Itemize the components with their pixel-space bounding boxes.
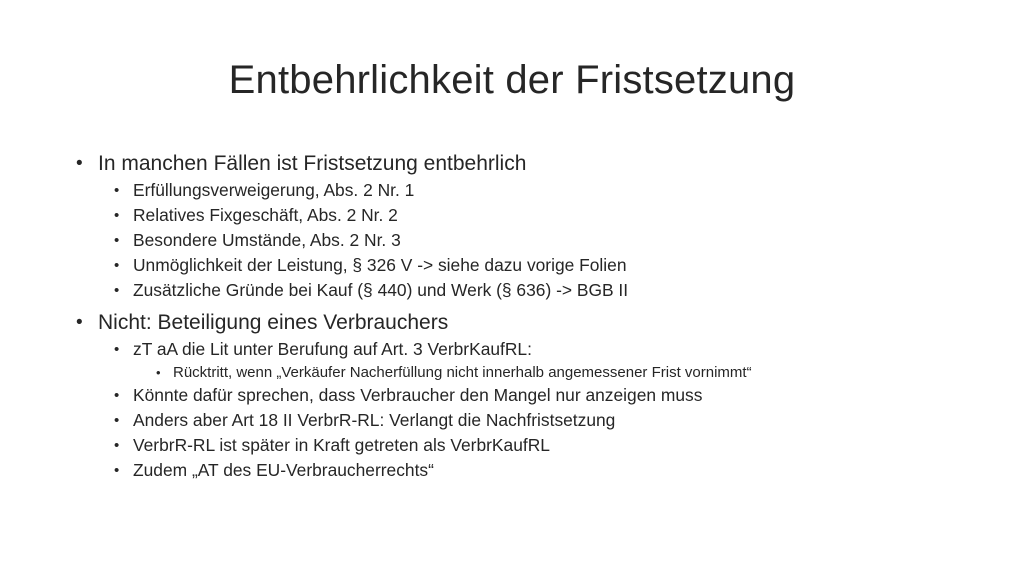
bullet-level2 [114, 337, 976, 362]
bullet-level2 [114, 178, 976, 203]
bullet-text: Zudem „AT des EU-Verbraucherrechts“ [133, 460, 434, 480]
bullet-level3 [156, 362, 976, 383]
slide-title: Entbehrlichkeit der Fristsetzung [228, 58, 796, 102]
bullet-text: VerbrR-RL ist später in Kraft getreten als VerbrKaufRL [133, 435, 550, 455]
bullet-level2 [114, 203, 976, 228]
bullet-text: Erfüllungsverweigerung, Abs. 2 Nr. 1 [133, 180, 415, 200]
bullet-icon: • [114, 462, 120, 479]
bullet-icon: • [114, 437, 120, 454]
bullet-text: Rücktritt, wenn „Verkäufer Nacherfüllung nicht innerhalb angemessener Frist vornimmt“ [173, 364, 752, 381]
bullet-level1 [76, 150, 976, 178]
bullet-icon: • [114, 387, 120, 404]
bullet-text: Relatives Fixgeschäft, Abs. 2 Nr. 2 [133, 205, 398, 225]
bullet-level2 [114, 408, 976, 433]
bullet-text: In manchen Fällen ist Fristsetzung entbehrlich [98, 152, 527, 175]
bullet-text: zT aA die Lit unter Berufung auf Art. 3 VerbrKaufRL: [133, 339, 532, 359]
bullet-text: Besondere Umstände, Abs. 2 Nr. 3 [133, 230, 401, 250]
bullet-icon: • [114, 412, 120, 429]
bullet-text: Zusätzliche Gründe bei Kauf (§ 440) und Werk (§ 636) -> BGB II [133, 280, 629, 300]
bullet-icon: • [114, 257, 120, 274]
bullet-level2 [114, 383, 976, 408]
bullet-icon: • [114, 207, 120, 224]
bullet-level2 [114, 458, 976, 483]
bullet-text: Nicht: Beteiligung eines Verbrauchers [98, 311, 449, 334]
bullet-icon: • [156, 365, 161, 380]
bullet-icon: • [76, 312, 83, 333]
bullet-list [76, 150, 976, 483]
bullet-icon: • [76, 153, 83, 174]
bullet-level2 [114, 278, 976, 303]
bullet-level2 [114, 228, 976, 253]
bullet-text: Anders aber Art 18 II VerbrR-RL: Verlangt die Nachfristsetzung [133, 410, 616, 430]
bullet-text: Unmöglichkeit der Leistung, § 326 V -> siehe dazu vorige Folien [133, 255, 627, 275]
bullet-level2 [114, 433, 976, 458]
bullet-icon: • [114, 182, 120, 199]
bullet-icon: • [114, 232, 120, 249]
bullet-level1 [76, 309, 976, 337]
bullet-level2 [114, 253, 976, 278]
bullet-icon: • [114, 341, 120, 358]
bullet-icon: • [114, 282, 120, 299]
bullet-text: Könnte dafür sprechen, dass Verbraucher den Mangel nur anzeigen muss [133, 385, 703, 405]
